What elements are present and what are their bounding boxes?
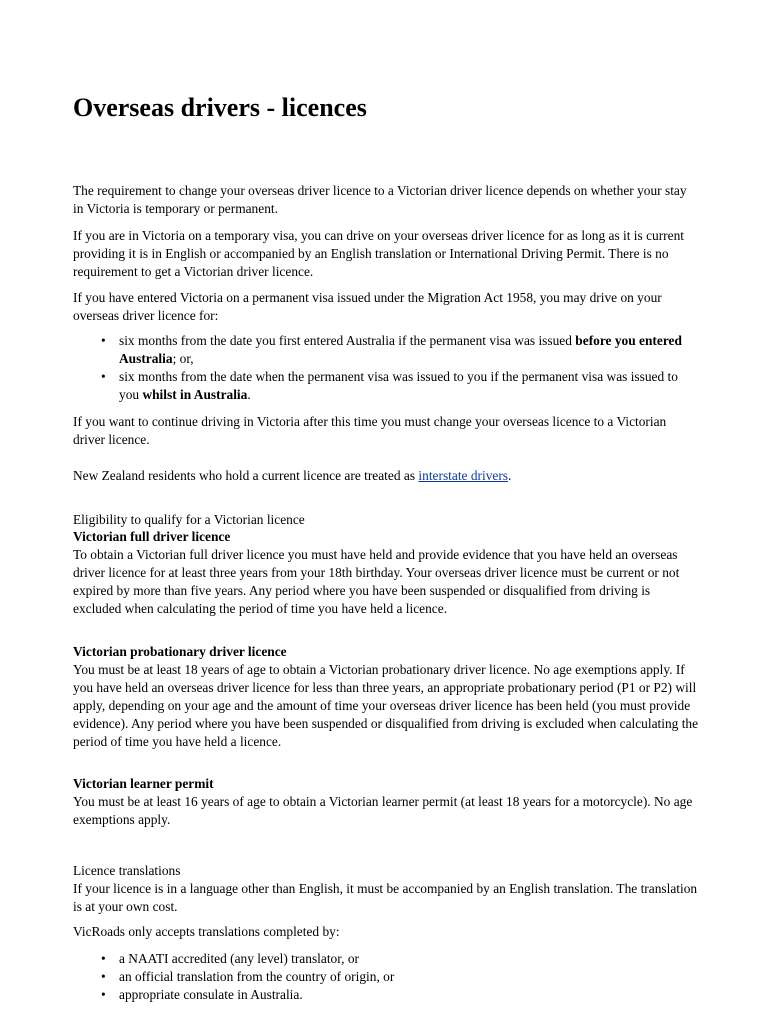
list-item: • a NAATI accredited (any level) translator, or — [73, 950, 699, 968]
full-licence-title-text: Victorian full driver licence — [73, 529, 231, 544]
list-item: • appropriate consulate in Australia. — [73, 986, 699, 1004]
list-item-text: six months from the date when the permanent visa was issued to you if the permanent visa was issued to you — [119, 369, 678, 402]
translation-sources-list — [73, 950, 699, 1004]
list-item-suffix: ; or, — [172, 351, 194, 366]
list-item — [73, 332, 699, 368]
full-licence-title — [73, 528, 699, 546]
intro-paragraph-3: If you have entered Victoria on a permanent visa issued under the Migration Act 1958, you may drive on your overseas driver licence for: — [73, 290, 662, 323]
intro-paragraph-1: The requirement to change your overseas driver licence to a Victorian driver licence depends on whether your stay in Victoria is temporary or permanent. — [73, 183, 687, 216]
list-item: • an official translation from the country of origin, or — [73, 968, 699, 986]
list-item-suffix: . — [247, 387, 251, 402]
full-licence-text: To obtain a Victorian full driver licence you must have held and provide evidence that you have held an overseas driver licence for at least three years from your 18th birthday. Your overseas driver licence must be current or not expired by more than five years. Any period where you have been suspended or disqualified from driving is excluded when calculating the period of time you have held a licence. — [73, 547, 680, 616]
eligibility-heading: Eligibility to qualify for a Victorian licence — [73, 512, 305, 527]
intro-paragraph-2: If you are in Victoria on a temporary visa, you can drive on your overseas driver licence for as long as it is current providing it is in English or accompanied by an English translation or International Driving Permit. There is no requirement to get a Victorian driver licence. — [73, 228, 684, 279]
translations-paragraph-2: VicRoads only accepts translations completed by: — [73, 924, 340, 939]
list-item-text: six months from the date you first entered Australia if the permanent visa was issued — [119, 333, 576, 348]
learner-permit-text: You must be at least 16 years of age to obtain a Victorian learner permit (at least 18 years for a motorcycle). No age exemptions apply. — [73, 794, 693, 827]
learner-permit-title — [73, 775, 699, 793]
nz-text: New Zealand residents who hold a current licence are treated as — [73, 468, 419, 483]
list-item-emphasis: before you entered Australia — [119, 333, 682, 366]
list-item — [73, 368, 699, 404]
interstate-drivers-link[interactable]: interstate drivers — [418, 468, 509, 483]
nz-paragraph — [73, 467, 699, 485]
page-title: Overseas drivers - licences — [73, 93, 367, 122]
translations-heading: Licence translations — [73, 863, 181, 878]
probationary-licence-text: You must be at least 18 years of age to obtain a Victorian probationary driver licence. No age exemptions apply. If you have held an overseas driver licence for less than three years, an appropriate probationary period (P1 or P2) will apply, depending on your age and the amount of time your overseas driver licence has been held (you must provide evidence). Any period where you have been suspended or disqualified from driving is excluded when calculating the period of time you have held a licence. — [73, 662, 699, 749]
probationary-licence-title — [73, 643, 699, 661]
learner-permit-title-text: Victorian learner permit — [73, 776, 214, 791]
probationary-licence-title-text: Victorian probationary driver licence — [73, 644, 287, 659]
intro-paragraph-4: If you want to continue driving in Victoria after this time you must change your overseas licence to a Victorian driver licence. — [73, 414, 667, 447]
translations-paragraph-1: If your licence is in a language other than English, it must be accompanied by an English translation. The translation is at your own cost. — [73, 881, 698, 914]
permanent-visa-list — [73, 332, 699, 404]
nz-suffix: . — [508, 468, 512, 483]
list-item-emphasis: whilst in Australia — [142, 387, 248, 402]
